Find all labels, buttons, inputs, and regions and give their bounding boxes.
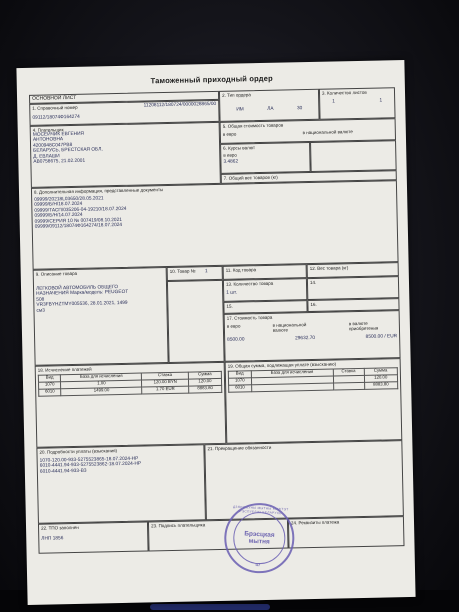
- section-label: ОСНОВНОЙ ЛИСТ: [31, 94, 77, 102]
- doc-line: 09999/Б/Н/18.07.2024: [34, 202, 83, 209]
- field-13-value: 1 шт.: [226, 290, 238, 296]
- field-5-col-2: в национальной валюте: [302, 128, 353, 135]
- payer-line: БЕЛАРУСЬ, БРЕСТСКАЯ ОБЛ,: [33, 147, 103, 155]
- blue-object: [150, 604, 270, 610]
- field-10-label: 10. Товар №: [169, 268, 196, 274]
- field-3-sheet-count: [319, 87, 396, 120]
- col-header: Ставка: [333, 368, 364, 376]
- field-17-goods-value: [224, 310, 401, 362]
- field-10-item-number: [167, 265, 223, 280]
- cell: 6010: [39, 388, 61, 395]
- field-1-sub: 09112/18074Ф164274: [32, 114, 80, 121]
- field-17-value-purchase: 8500.00 / EUR: [365, 334, 398, 341]
- field-14: [307, 276, 399, 300]
- payer-line: АНТОНОВНА: [32, 137, 64, 144]
- stamp-number: 47: [255, 561, 261, 568]
- field-2-cell-2: ЛА: [267, 106, 274, 112]
- cell: 1.00: [61, 380, 142, 389]
- cell: 1.70 EUR: [142, 386, 189, 394]
- cell: [251, 383, 333, 392]
- cell: 120.00 BYN: [142, 379, 189, 387]
- col-header: База для исчисления: [61, 373, 142, 382]
- field-6-empty-cell: [310, 140, 397, 172]
- payer-line: 4200948С047РВ8: [33, 142, 73, 149]
- form-grid: [29, 87, 405, 595]
- doc-line: 09999/ТАСП/035206-04-19210/18.07.2024: [34, 206, 127, 214]
- stamp-name-line-1: Брэсцкая: [244, 529, 275, 539]
- cell: [333, 382, 364, 390]
- stamp-ring-text: ДЗЯРЖАЎНЫ МЫТНЫ КАМІТЭТ РЭСПУБЛІКІ БЕЛАРУСЬ: [232, 504, 289, 515]
- document-title: Таможенный приходный ордер: [150, 73, 273, 86]
- field-6-currency: в евро: [223, 152, 237, 158]
- field-20-label: 20. Подробности уплаты (взыскания): [39, 447, 118, 455]
- cell: 1499.00: [61, 387, 142, 396]
- field-9-label: 9. Описание товара: [35, 270, 78, 277]
- payment-line: 6010-4441.94-933-В3: [39, 468, 87, 475]
- field-7-label: 7. Общий вес товаров (кг): [223, 174, 278, 181]
- field-17-value-byn: 29632.70: [295, 336, 316, 342]
- cell: 1070: [228, 378, 251, 385]
- col-header: Сумма: [188, 371, 221, 379]
- field-4-label: 4. Плательщик: [32, 126, 64, 133]
- field-3-cell-1: 1: [332, 99, 335, 105]
- customs-stamp: [223, 501, 296, 574]
- doc-line: 09999/СЕРИЯ 10 № 007419/08.10.2021: [34, 217, 122, 225]
- payer-line: АВ0758675, 21.02.2001: [33, 159, 86, 166]
- field-23-label: 23. Подпись плательщика: [150, 521, 206, 529]
- cell: 8883.80: [189, 385, 222, 393]
- payment-calc-table: [38, 371, 222, 397]
- field-17-col-1: в евро: [226, 323, 241, 329]
- field-8-additional-info: [31, 180, 399, 270]
- goods-line: 508: [36, 297, 45, 303]
- field-6-label: 6. Курсы валют: [223, 144, 256, 151]
- field-13-label: 13. Количество товара: [225, 280, 274, 287]
- cell: 120.00: [188, 378, 221, 386]
- stamp-inner-ring: [232, 511, 286, 565]
- field-8-label: 8. Дополнительная информация, представленные документы: [33, 186, 164, 195]
- col-header: Сумма: [364, 368, 398, 376]
- cell: 8883.80: [364, 381, 398, 389]
- field-10-blank: [167, 279, 225, 362]
- field-19-label: 19. Общая сумма, подлежащая уплате (взысканию): [227, 361, 337, 369]
- field-2-cell-3: 30: [296, 105, 303, 112]
- stamp-name-line-2: мытня: [248, 537, 270, 546]
- field-1-value: 11208112/180724/0000028865/00: [143, 101, 217, 109]
- doc-line: 09999/09112/18074Ф164274/18.07.2024: [34, 223, 123, 231]
- field-17-col-3: в валюте приобретения: [348, 320, 379, 332]
- cell: 1070: [38, 381, 60, 388]
- doc-line: 09999/20218L03650/28.05.2021: [34, 196, 104, 203]
- field-18-payment-calculation: [35, 361, 227, 447]
- doc-line: 09999/Б/Н/14.07.2024: [34, 213, 83, 220]
- field-2-order-type: [219, 88, 320, 121]
- goods-line: VR3FBYHZTMY005536, 28.01.2021, 1499: [36, 301, 128, 309]
- payment-line: 6010-4441.94-933-5275523862-18.07.2024-НР: [39, 461, 142, 470]
- field-4-payer: [30, 122, 221, 188]
- field-6-rate: 3.4862: [223, 159, 239, 165]
- field-3-label: 3. Количество листов: [321, 89, 367, 96]
- cell: 120.00: [364, 374, 398, 382]
- cell: 6010: [229, 384, 252, 391]
- field-22-label: 22. ТПО заполнен: [40, 524, 79, 531]
- field-3-cell-2: 1: [379, 98, 383, 104]
- payer-line: Д. ЕВЛАШИ: [33, 154, 60, 160]
- payment-line: 1070-120.00-933-5275523865-18.07.2024-НР: [39, 456, 139, 464]
- customs-receipt-order-document: [16, 60, 415, 605]
- field-20-payment-details: [36, 444, 206, 524]
- field-11-label: 11. Код товара: [225, 266, 257, 273]
- field-22-value: ЛНП 1856: [41, 536, 64, 542]
- field-22-filled-by: [38, 521, 149, 553]
- field-12-label: 12. Вес товара (кг): [309, 264, 349, 271]
- field-15-label: 15.: [226, 303, 233, 309]
- field-18-label: 18. Исчисление платежей: [37, 366, 92, 373]
- col-header: База для исчисления: [251, 369, 333, 378]
- field-10-value: 1: [204, 268, 208, 274]
- goods-line: ЛЕГКОВОЙ АВТОМОБИЛЬ ОБЩЕГО: [35, 284, 119, 292]
- field-14-label: 14.: [309, 279, 317, 285]
- goods-line: см3: [36, 308, 45, 314]
- field-9-goods-description: [33, 267, 169, 366]
- field-19-total-payable: [225, 358, 403, 444]
- field-17-col-2: в национальной валюте: [272, 321, 307, 333]
- field-1-label: 1. Справочный номер: [32, 104, 78, 111]
- field-5-label: 5. Общая стоимость товаров: [222, 122, 284, 129]
- field-24-payment-requisites: [288, 516, 405, 548]
- field-16-label: 16.: [310, 301, 317, 307]
- col-header: Вид: [228, 371, 251, 378]
- col-header: Ставка: [142, 372, 189, 380]
- col-header: Вид: [38, 375, 60, 382]
- total-payable-table: [228, 367, 398, 392]
- field-17-value-eur: 8500.00: [227, 337, 245, 343]
- field-2-cell-1: ИМ: [236, 107, 244, 113]
- field-17-label: 17. Стоимость товара: [226, 314, 273, 321]
- goods-line: НАЗНАЧЕНИЯ Марка/модель: PEUGEOT: [36, 290, 129, 298]
- field-13-quantity: [223, 278, 307, 302]
- payer-line: МОСЕЙЧИК ЕВГЕНИЯ: [32, 131, 85, 138]
- field-2-label: 2. Тип ордера: [221, 91, 251, 98]
- field-6-exchange-rates: [220, 142, 311, 174]
- field-21-label: 21. Прекращение обязанности: [207, 444, 272, 451]
- field-5-col-1: в евро: [222, 131, 237, 137]
- field-24-label: 24. Реквизиты платежа: [290, 519, 340, 526]
